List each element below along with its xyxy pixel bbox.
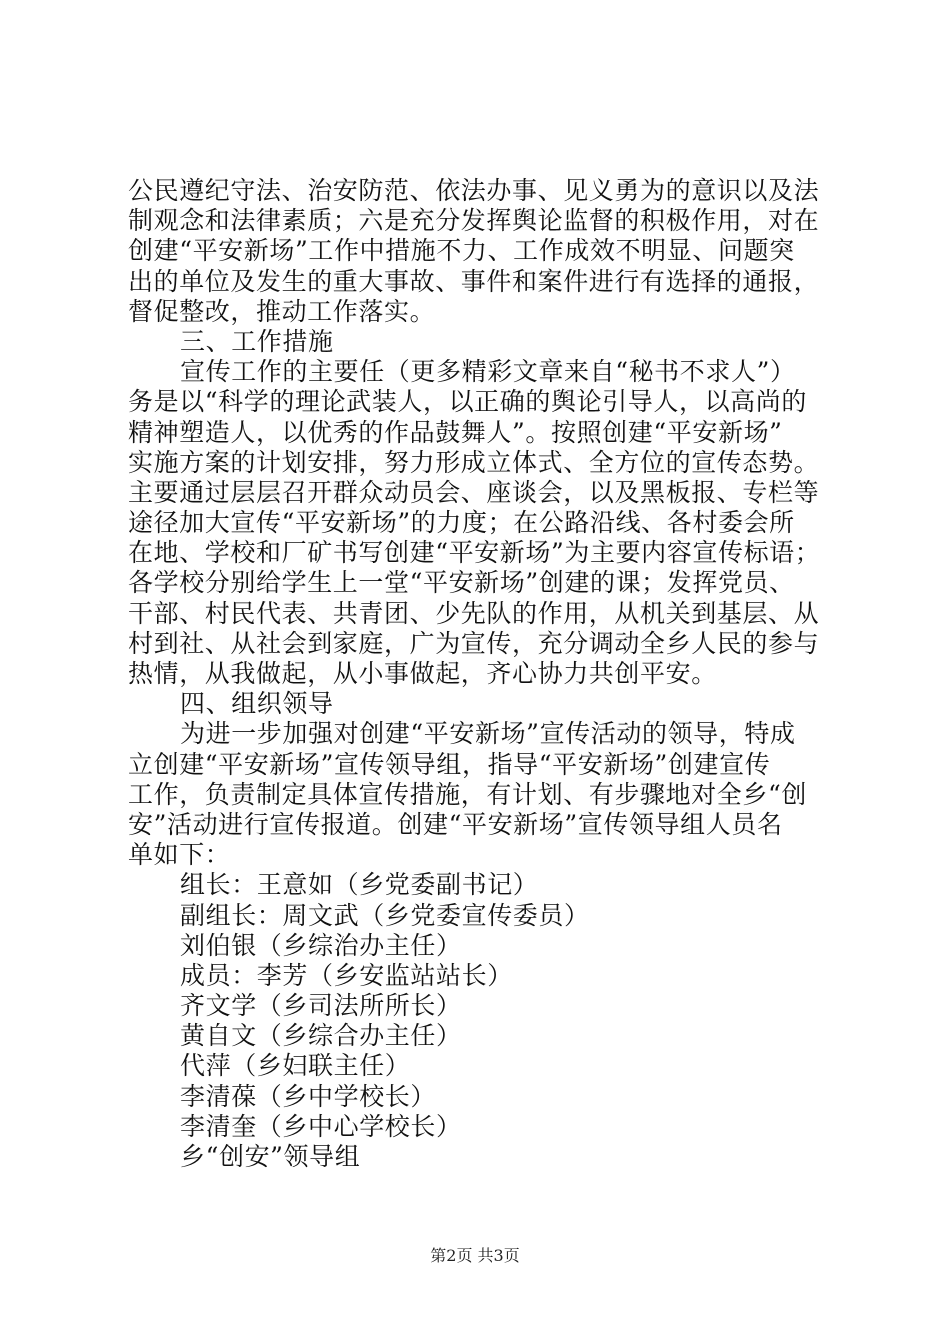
text-line: 工作，负责制定具体宣传措施，有计划、有步骤地对全乡“创 xyxy=(128,779,807,809)
text-line: 李清葆（乡中学校长） xyxy=(180,1081,437,1111)
text-line: 督促整改，推动工作落实。 xyxy=(128,296,436,326)
document-body xyxy=(128,176,844,1172)
text-line: 各学校分别给学生上一堂“平安新场”创建的课；发挥党员、 xyxy=(128,568,795,598)
text-line: 干部、村民代表、共青团、少先队的作用，从机关到基层、从 xyxy=(128,598,820,628)
text-line: 出的单位及发生的重大事故、事件和案件进行有选择的通报， xyxy=(128,266,820,296)
text-line: 副组长：周文武（乡党委宣传委员） xyxy=(180,900,590,930)
text-line: 热情，从我做起，从小事做起，齐心协力共创平安。 xyxy=(128,659,717,688)
text-line: 在地、学校和厂矿书写创建“平安新场”为主要内容宣传标语； xyxy=(128,538,821,568)
text-line: 立创建“平安新场”宣传领导组，指导“平安新场”创建宣传 xyxy=(128,749,771,779)
text-line: 精神塑造人，以优秀的作品鼓舞人”。按照创建“平安新场” xyxy=(128,417,783,447)
text-line: 途径加大宣传“平安新场”的力度；在公路沿线、各村委会所 xyxy=(128,508,795,538)
text-line: 代萍（乡妇联主任） xyxy=(180,1051,411,1081)
text-line: 成员：李芳（乡安监站站长） xyxy=(180,960,513,990)
text-line: 三、工作措施 xyxy=(180,326,334,356)
text-line: 四、组织领导 xyxy=(180,689,334,719)
text-line: 李清奎（乡中心学校长） xyxy=(180,1111,462,1141)
page-footer: 第2页 共3页 xyxy=(430,1246,520,1265)
text-line: 黄自文（乡综合办主任） xyxy=(180,1021,462,1051)
text-line: 实施方案的计划安排，努力形成立体式、全方位的宣传态势。 xyxy=(128,447,820,477)
text-line: 刘伯银（乡综治办主任） xyxy=(180,930,462,960)
text-line: 齐文学（乡司法所所长） xyxy=(180,991,462,1021)
text-line: 组长：王意如（乡党委副书记） xyxy=(180,870,539,900)
text-line: 宣传工作的主要任（更多精彩文章来自“秘书不求人”） xyxy=(180,357,796,387)
text-line: 乡“创安”领导组 xyxy=(180,1142,361,1171)
text-line: 务是以“科学的理论武装人，以正确的舆论引导人，以高尚的 xyxy=(128,387,807,417)
text-line: 创建“平安新场”工作中措施不力、工作成效不明显、问题突 xyxy=(128,236,795,266)
text-line: 单如下： xyxy=(128,840,231,870)
text-line: 制观念和法律素质；六是充分发挥舆论监督的积极作用，对在 xyxy=(128,206,820,236)
text-line: 村到社、从社会到家庭，广为宣传，充分调动全乡人民的参与 xyxy=(128,628,820,658)
text-line: 主要通过层层召开群众动员会、座谈会，以及黑板报、专栏等 xyxy=(128,477,820,507)
text-line: 安”活动进行宣传报道。创建“平安新场”宣传领导组人员名 xyxy=(128,809,783,839)
text-line: 为进一步加强对创建“平安新场”宣传活动的领导，特成 xyxy=(180,719,796,749)
text-line: 公民遵纪守法、治安防范、依法办事、见义勇为的意识以及法 xyxy=(128,176,820,205)
